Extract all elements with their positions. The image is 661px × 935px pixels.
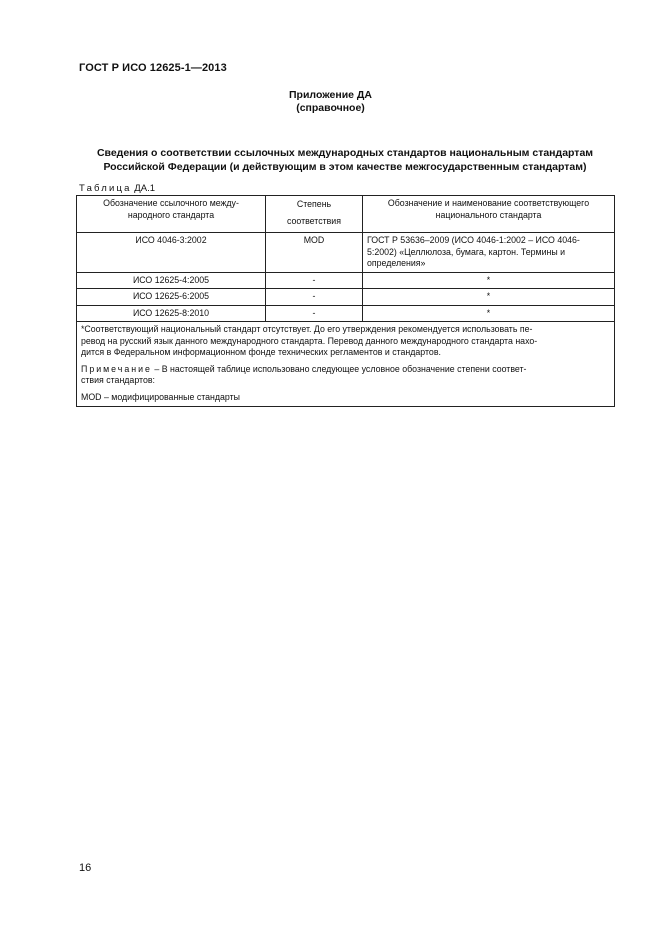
header-col1-line1: Обозначение ссылочного между-: [103, 198, 239, 208]
table-label: [79, 183, 155, 194]
document-code: ГОСТ Р ИСО 12625-1—2013: [79, 62, 227, 74]
section-title: [60, 146, 630, 174]
table-label-word: Таблица: [79, 183, 132, 194]
correspondence-table: [76, 195, 615, 407]
section-title-line1: Сведения о соответствии ссылочных международных стандартов национальным стандартам: [96, 147, 594, 159]
header-col2-line1: Степень: [296, 199, 332, 209]
cell-standard: ИСО 12625-4:2005: [77, 272, 266, 289]
cell-national: [363, 233, 615, 273]
appendix-heading: [0, 89, 661, 115]
table-notes: [77, 322, 615, 407]
footnote: [81, 324, 610, 359]
note-label: Примечание: [81, 363, 152, 374]
table-row: [77, 233, 615, 273]
appendix-subtitle: (справочное): [296, 102, 365, 114]
note-text-line2: ствия стандартов:: [81, 375, 155, 385]
header-national-standard: [363, 196, 615, 233]
cell-standard: ИСО 12625-6:2005: [77, 289, 266, 306]
note: [81, 364, 610, 387]
cell-national: *: [363, 272, 615, 289]
appendix-title: Приложение ДА: [289, 89, 372, 101]
note-text-line1: – В настоящей таблице использовано следующее условное обозначение степени соответ-: [151, 363, 527, 374]
cell-national-line1: ГОСТ Р 53636–2009 (ИСО 4046-1:2002 – ИСО 4046-: [367, 235, 580, 245]
mod-definition: MOD – модифицированные стандарты: [81, 391, 240, 402]
header-col3-line2: национального стандарта: [435, 209, 542, 220]
header-international-standard: [77, 196, 266, 233]
header-col2-line2: соответствия: [286, 216, 341, 226]
cell-national-line3: определения»: [367, 258, 426, 268]
section-title-line2: Российской Федерации (и действующим в этом качестве межгосударственным стандартам): [103, 161, 587, 173]
header-col1-line2: народного стандарта: [127, 209, 215, 220]
footnote-line3: дится в Федеральном информационном фонде технических регламентов и стандартов.: [81, 347, 441, 357]
cell-degree: -: [266, 289, 363, 306]
cell-national: *: [363, 289, 615, 306]
cell-national-line2: 5:2002) «Целлюлоза, бумага, картон. Термины и: [367, 246, 566, 257]
cell-standard: ИСО 4046-3:2002: [77, 233, 266, 273]
cell-national: *: [363, 305, 615, 322]
table-row: [77, 305, 615, 322]
table-notes-row: [77, 322, 615, 407]
footnote-line2: ревод на русский язык данного международного стандарта. Перевод данного международного стандарта нахо-: [81, 335, 538, 346]
cell-degree: -: [266, 305, 363, 322]
header-degree: [266, 196, 363, 233]
cell-degree: MOD: [266, 233, 363, 273]
table-header-row: [77, 196, 615, 233]
table-row: [77, 289, 615, 306]
table-row: [77, 272, 615, 289]
footnote-line1: *Соответствующий национальный стандарт отсутствует. До его утверждения рекомендуется использовать пе-: [81, 324, 533, 334]
header-col3-line1: Обозначение и наименование соответствующего: [387, 198, 590, 208]
page-number: 16: [79, 862, 92, 874]
cell-degree: -: [266, 272, 363, 289]
table-label-number: ДА.1: [134, 183, 155, 194]
cell-standard: ИСО 12625-8:2010: [77, 305, 266, 322]
